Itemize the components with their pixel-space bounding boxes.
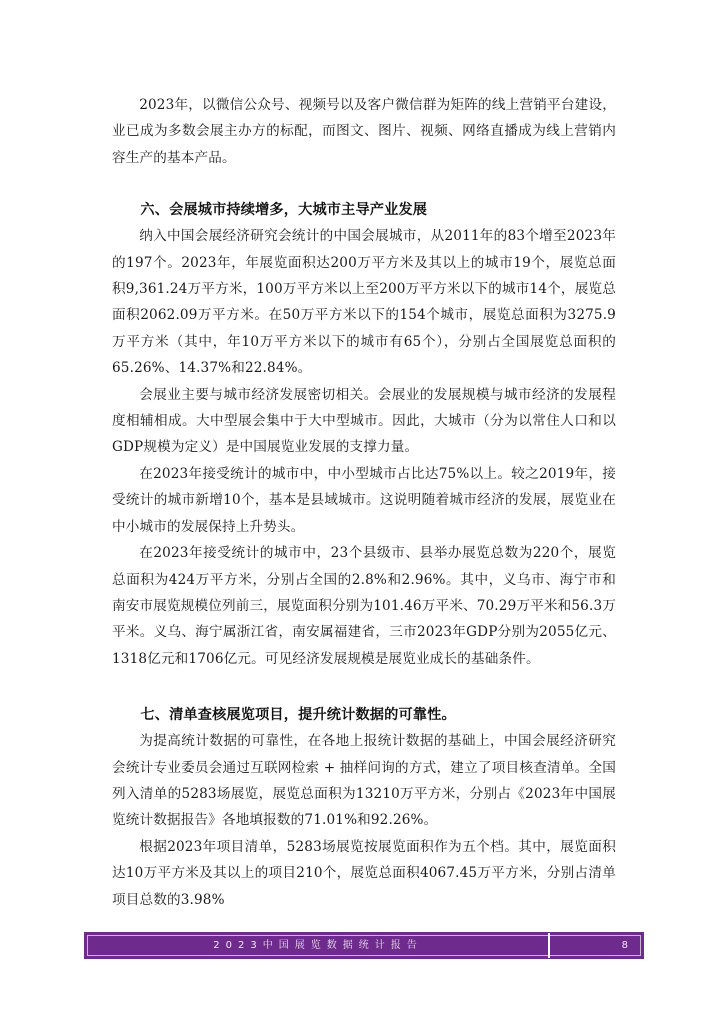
section-heading-6: 六、会展城市持续增多，大城市主导产业发展 [140,202,428,219]
page-number: 8 [621,940,628,951]
footer-bar [84,932,644,959]
footer-frame [87,935,641,956]
footer-report-title: 2023中国展览数据统计报告 [213,940,423,951]
paragraph-county-cities: 在2023年接受统计的城市中，23个县级市、县举办展览总数为220个，展览总面积为424万平方米，分别占全国的2.8%和2.96%。其中，义乌市、海宁市和南安市展览规模位列前三，展览面积分别为101.46万平米、70.29万平米和56.3万平米。义乌、海宁属浙江省，南安属福建省，三市2023年GDP分别为2055亿元、1318亿元和1706亿元。可见经济发展规模是展览业成长的基础条件。 [112,545,616,667]
section-heading-7: 七、清单查核展览项目，提升统计数据的可靠性。 [140,707,456,724]
paragraph-checklist: 为提高统计数据的可靠性，在各地上报统计数据的基础上，中国会展经济研究会统计专业委员会通过互联网检索 + 抽样问询的方式，建立了项目核查清单。全国列入清单的5283场展览，展览总面积为13210万平方米，分别占《2023年中国展览统计数据报告》各地填报数的71.01%和92.26%。 [112,733,616,829]
footer-divider [548,933,550,958]
paragraph-city-economy: 会展业主要与城市经济发展密切相关。会展业的发展规模与城市经济的发展程度相辅相成。大中型展会集中于大中型城市。因此，大城市（分为以常住人口和以GDP规模为定义）是中国展览业发展的支撑力量。 [112,386,616,456]
paragraph-online-marketing: 2023年，以微信公众号、视频号以及客户微信群为矩阵的线上营销平台建设，业已成为多数会展主办方的标配，而图文、图片、视频、网络直播成为线上营销内容生产的基本产品。 [112,97,616,166]
paragraph-project-tiers: 根据2023年项目清单，5283场展览按展览面积作为五个档。其中，展览面积达10万平方米及其以上的项目210个，展览总面积4067.45万平方米，分别占清单项目总数的3.98% [112,838,616,908]
paragraph-exhibition-cities: 纳入中国会展经济研究会统计的中国会展城市，从2011年的83个增至2023年的197个。2023年，年展览面积达200万平方米及其以上的城市19个，展览总面积9,361.24万平方米，100万平方米以上至200万平方米以下的城市14个，展览总面积2062.09万平方米。在50万平方米以下的154个城市，展览总面积为3275.9万平方米（其中，年10万平方米以下的城市有65个），分别占全国展览总面积的65.26%、14.37%和22.84%。 [112,228,616,377]
body-text [112,92,616,913]
paragraph-small-cities: 在2023年接受统计的城市中，中小型城市占比达75%以上。较之2019年，接受统计的城市新增10个，基本是县域城市。这说明随着城市经济的发展，展览业在中小城市的发展保持上升势头。 [112,465,616,535]
